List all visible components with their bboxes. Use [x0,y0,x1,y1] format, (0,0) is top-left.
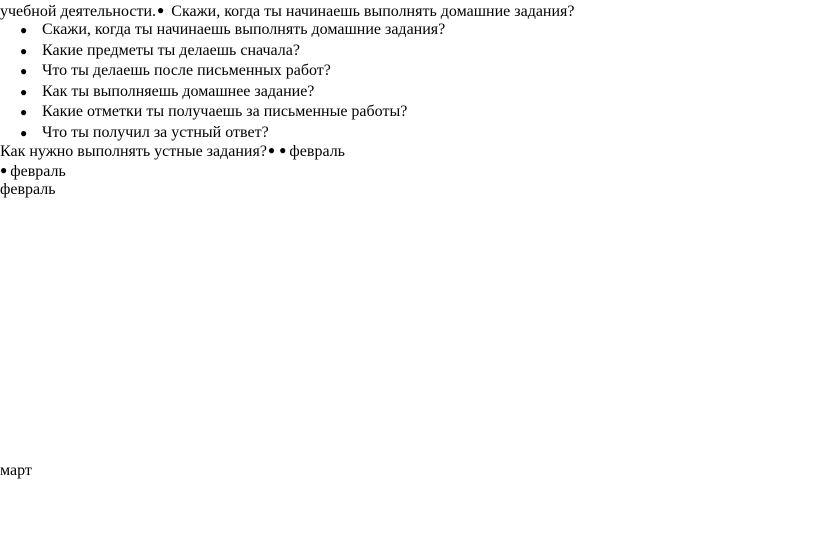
oral-tasks-question: Как нужно выполнять устные задания? [0,143,267,160]
month-label: февраль [289,143,345,160]
question-text: Что ты получил за устный ответ? [42,123,269,141]
month-label: февраль [10,163,66,180]
march-line [0,461,32,481]
question-list [0,20,445,144]
month-label: март [0,462,32,479]
list-item [0,102,445,123]
list-item [0,20,445,41]
list-item [0,61,445,82]
bullet-icon: ● [20,84,28,99]
bullet-icon: ● [20,23,28,37]
line-1-prefix: учебной деятельности. [0,3,157,20]
question-text: Скажи, когда ты начинаешь выполнять домашние задания? [42,21,446,38]
february-bullet-line [0,160,66,180]
oral-tasks-line [0,140,345,160]
bullet-icon: ● [20,43,28,58]
month-label: февраль [0,181,56,198]
document-line-1 [0,0,575,20]
bullet-icon: ● [267,143,276,157]
question-text: Что ты делаешь после письменных работ? [42,62,331,80]
line-1-question: Скажи, когда ты начинаешь выполнять домашние задания? [171,3,575,20]
bullet-icon: ● [157,3,165,17]
question-text: Как ты выполняешь домашнее задание? [42,82,315,100]
bullet-icon: ● [0,163,8,177]
february-line [0,180,56,200]
bullet-icon: ● [279,143,287,157]
bullet-icon: ● [20,105,28,120]
bullet-icon: ● [20,64,28,79]
question-text: Какие предметы ты делаешь сначала? [42,41,300,59]
question-text: Какие отметки ты получаешь за письменные работы? [42,103,408,121]
list-item [0,82,445,103]
bullet-icon: ● [20,125,28,140]
list-item [0,41,445,62]
